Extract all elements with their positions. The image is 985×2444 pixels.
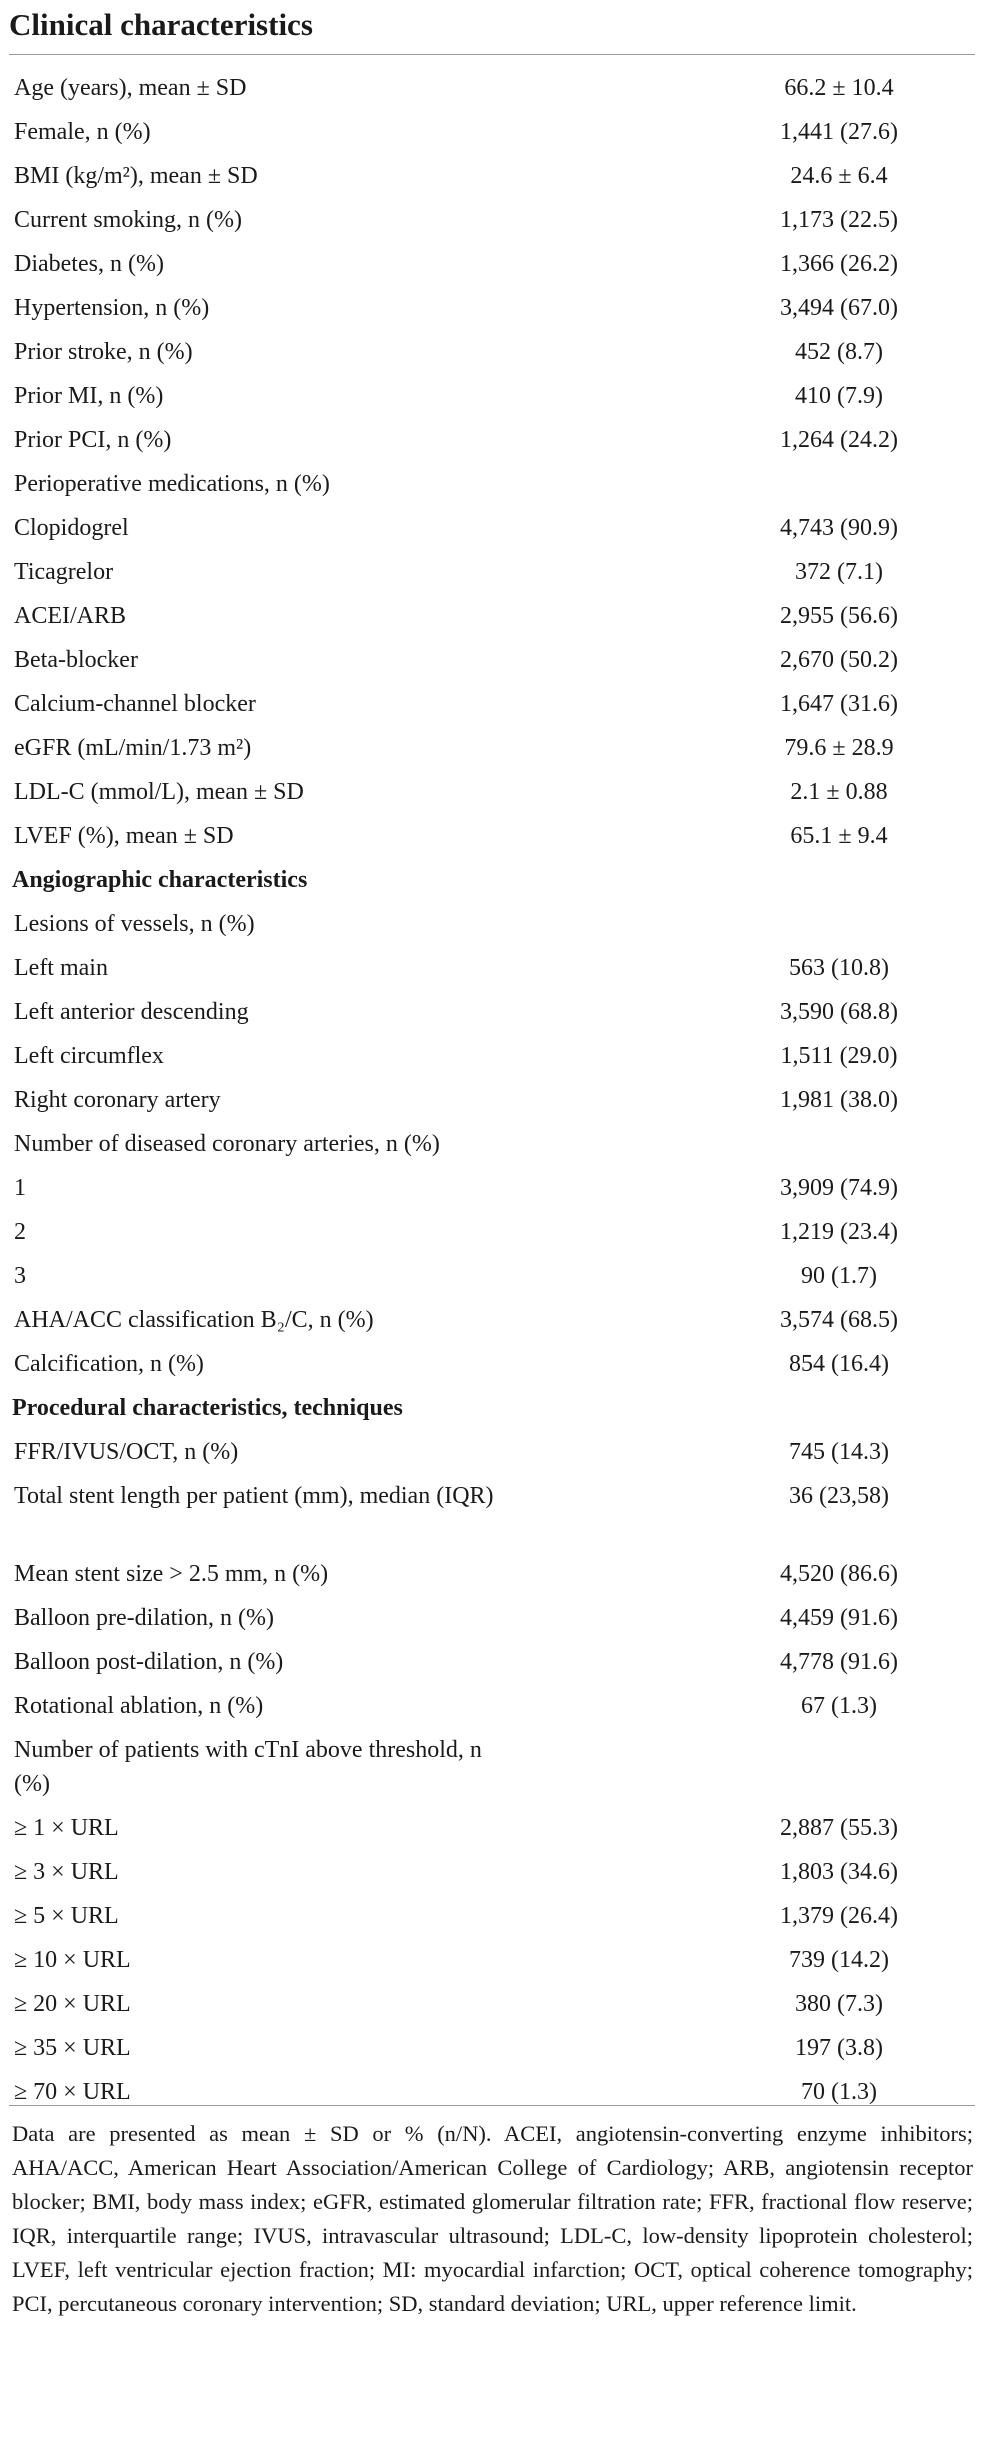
table-row (0, 1894, 985, 1938)
row-label: AHA/ACC classification B₂/C, n (%) (14, 1307, 374, 1333)
row-value: 2,670 (50.2) (780, 647, 898, 673)
top-divider (9, 54, 975, 55)
row-label: Hypertension, n (%) (14, 295, 210, 321)
row-value: 24.6 ± 6.4 (790, 163, 888, 189)
row-label: Ticagrelor (14, 559, 114, 585)
table-row (0, 506, 985, 550)
row-label: Total stent length per patient (mm), median (IQR) (14, 1483, 494, 1509)
row-value: 2.1 ± 0.88 (790, 779, 888, 805)
row-value: 65.1 ± 9.4 (790, 823, 888, 849)
row-value: 70 (1.3) (801, 2079, 877, 2105)
row-value: 90 (1.7) (801, 1263, 877, 1289)
table-row (0, 374, 985, 418)
row-label: Lesions of vessels, n (%) (14, 911, 255, 937)
table-row (0, 1938, 985, 1982)
table-row (0, 418, 985, 462)
table-row (0, 1342, 985, 1386)
bottom-divider (9, 2105, 975, 2106)
table-row (0, 1166, 985, 1210)
table-row (0, 1034, 985, 1078)
row-label: Number of diseased coronary arteries, n (%) (14, 1131, 440, 1157)
row-label: BMI (kg/m²), mean ± SD (14, 163, 258, 189)
row-label: Prior MI, n (%) (14, 383, 164, 409)
row-label: ≥ 3 × URL (14, 1859, 119, 1885)
row-label: LVEF (%), mean ± SD (14, 823, 234, 849)
table-row (0, 198, 985, 242)
table-title: Clinical characteristics (9, 7, 313, 42)
row-value: 3,590 (68.8) (780, 999, 898, 1025)
row-value: 3,909 (74.9) (780, 1175, 898, 1201)
row-label: Balloon pre-dilation, n (%) (14, 1605, 274, 1631)
table-row (0, 1640, 985, 1684)
row-label: ≥ 70 × URL (14, 2079, 131, 2105)
row-label: 1 (14, 1175, 26, 1201)
row-label: ≥ 35 × URL (14, 2035, 131, 2061)
row-value: 1,173 (22.5) (780, 207, 898, 233)
table-row (0, 1728, 985, 1806)
table-row (0, 286, 985, 330)
row-value: 2,887 (55.3) (780, 1815, 898, 1841)
row-label: Diabetes, n (%) (14, 251, 164, 277)
table-row (0, 814, 985, 858)
table-row (0, 594, 985, 638)
row-value: 745 (14.3) (789, 1439, 889, 1465)
table-row (0, 550, 985, 594)
row-value: 854 (16.4) (789, 1351, 889, 1377)
row-value: 1,803 (34.6) (780, 1859, 898, 1885)
table-row (0, 682, 985, 726)
table-footnote: Data are presented as mean ± SD or % (n/N). ACEI, angiotensin-converting enzyme inhibitors; AHA/ACC, American Heart Association/American College of Cardiology; ARB, angiotensin receptor blocker; BMI, body mass index; eGFR, estimated glomerular filtration rate; FFR, fractional flow reserve; IQR, interquartile range; IVUS, intravascular ultrasound; LDL-C, low-density lipoprotein cholesterol; LVEF, left ventricular ejection fraction; MI: myocardial infarction; OCT, optical coherence tomography; PCI, percutaneous coronary intervention; SD, standard deviation; URL, upper reference limit. (12, 2121, 973, 2316)
table-row (0, 1210, 985, 1254)
row-label: Left main (14, 955, 108, 981)
row-label: LDL-C (mmol/L), mean ± SD (14, 779, 304, 805)
row-label: 3 (14, 1263, 26, 1289)
row-value: 1,981 (38.0) (780, 1087, 898, 1113)
table-row (0, 902, 985, 946)
row-value: 3,494 (67.0) (780, 295, 898, 321)
table-row (0, 330, 985, 374)
table-row (0, 2026, 985, 2070)
row-value: 79.6 ± 28.9 (784, 735, 894, 761)
row-value: 380 (7.3) (795, 1991, 883, 2017)
row-value: 4,520 (86.6) (780, 1561, 898, 1587)
row-label: ≥ 1 × URL (14, 1815, 119, 1841)
row-value: 66.2 ± 10.4 (784, 75, 894, 101)
table-row (0, 1430, 985, 1474)
row-value: 67 (1.3) (801, 1693, 877, 1719)
table-row (0, 1596, 985, 1640)
row-label: Age (years), mean ± SD (14, 75, 247, 101)
row-label: ACEI/ARB (14, 603, 127, 629)
table-row (0, 1982, 985, 2026)
table-row (0, 990, 985, 1034)
table-row (0, 1474, 985, 1552)
row-label: eGFR (mL/min/1.73 m²) (14, 735, 252, 761)
row-value: 1,379 (26.4) (780, 1903, 898, 1929)
table-row (0, 154, 985, 198)
row-label: Prior PCI, n (%) (14, 427, 172, 453)
row-label: FFR/IVUS/OCT, n (%) (14, 1439, 239, 1465)
row-value: 1,219 (23.4) (780, 1219, 898, 1245)
row-value: 1,441 (27.6) (780, 119, 898, 145)
row-label: ≥ 5 × URL (14, 1903, 119, 1929)
table-row (0, 1254, 985, 1298)
row-label: ≥ 10 × URL (14, 1947, 131, 1973)
table-body (0, 66, 985, 2114)
table-row (0, 110, 985, 154)
row-label: ≥ 20 × URL (14, 1991, 131, 2017)
row-value: 4,778 (91.6) (780, 1649, 898, 1675)
row-value: 1,511 (29.0) (780, 1043, 898, 1069)
row-value: 1,366 (26.2) (780, 251, 898, 277)
row-label: Right coronary artery (14, 1087, 221, 1113)
row-value: 3,574 (68.5) (780, 1307, 898, 1333)
table-row (0, 1122, 985, 1166)
row-label: Calcification, n (%) (14, 1351, 204, 1377)
table-row (0, 726, 985, 770)
table-row (0, 2070, 985, 2114)
row-value: 372 (7.1) (795, 559, 883, 585)
row-label: Mean stent size > 2.5 mm, n (%) (14, 1561, 329, 1587)
row-value: 4,743 (90.9) (780, 515, 898, 541)
table-row (0, 946, 985, 990)
table-row (0, 462, 985, 506)
row-value: 452 (8.7) (795, 339, 883, 365)
section-header-row (0, 1386, 985, 1430)
row-value: 197 (3.8) (795, 2035, 883, 2061)
table-row (0, 242, 985, 286)
row-label: Calcium-channel blocker (14, 691, 256, 717)
table-row (0, 1850, 985, 1894)
table-row (0, 1684, 985, 1728)
row-label: Rotational ablation, n (%) (14, 1693, 264, 1719)
row-value: 739 (14.2) (789, 1947, 889, 1973)
section-header: Angiographic characteristics (12, 867, 308, 893)
table-row (0, 1078, 985, 1122)
table-row (0, 1298, 985, 1342)
row-label: Clopidogrel (14, 515, 129, 541)
row-value: 2,955 (56.6) (780, 603, 898, 629)
table-row (0, 1806, 985, 1850)
row-value: 1,264 (24.2) (780, 427, 898, 453)
row-label: Left circumflex (14, 1043, 164, 1069)
section-header-row (0, 858, 985, 902)
row-label: Prior stroke, n (%) (14, 339, 193, 365)
table-row (0, 770, 985, 814)
row-value: 1,647 (31.6) (780, 691, 898, 717)
row-label: Female, n (%) (14, 119, 151, 145)
row-label: Beta-blocker (14, 647, 138, 673)
row-label: Current smoking, n (%) (14, 207, 242, 233)
row-label: 2 (14, 1219, 26, 1245)
table-row (0, 66, 985, 110)
row-label: Number of patients with cTnI above threshold, n (%) (14, 1737, 482, 1797)
table-row (0, 1552, 985, 1596)
row-label: Balloon post-dilation, n (%) (14, 1649, 284, 1675)
section-header: Procedural characteristics, techniques (12, 1395, 403, 1421)
row-value: 563 (10.8) (789, 955, 889, 981)
row-value: 36 (23,58) (789, 1483, 889, 1509)
row-label: Perioperative medications, n (%) (14, 471, 330, 497)
row-value: 410 (7.9) (795, 383, 883, 409)
row-label: Left anterior descending (14, 999, 249, 1025)
row-value: 4,459 (91.6) (780, 1605, 898, 1631)
table-row (0, 638, 985, 682)
